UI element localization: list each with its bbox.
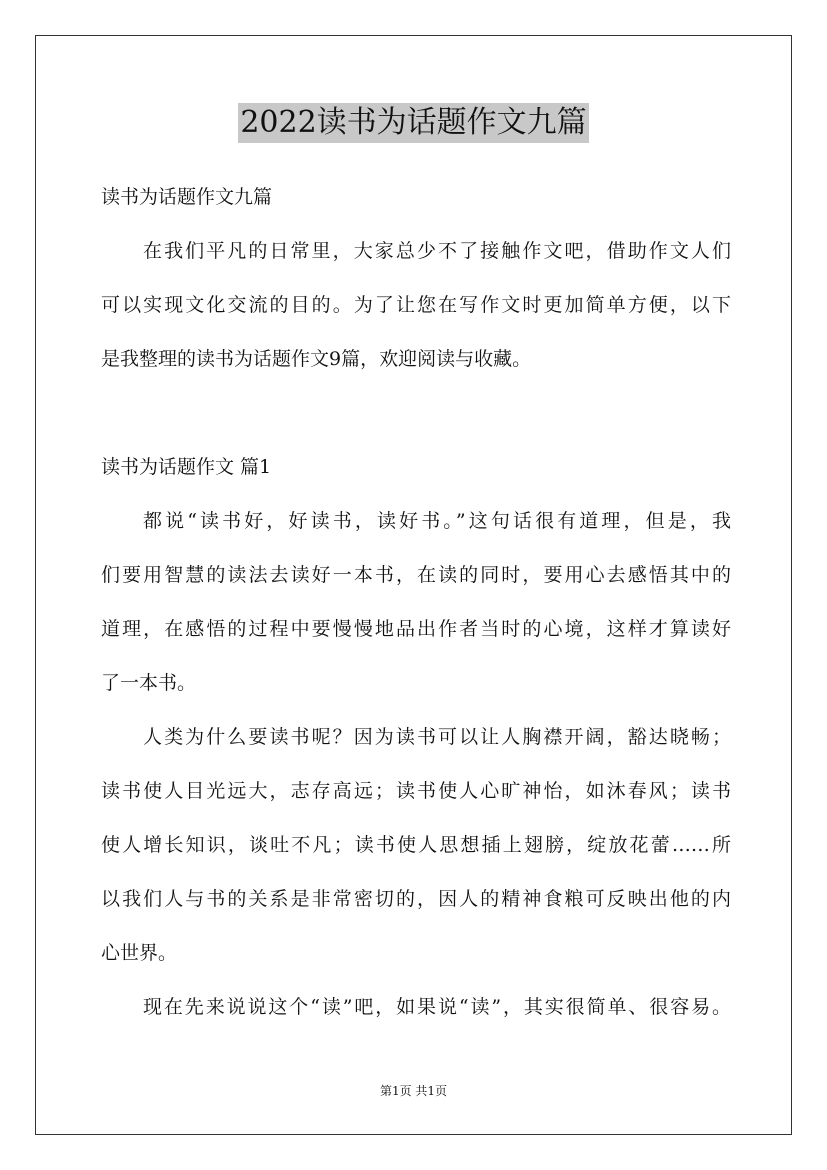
- text-line: 们要用智慧的读法去读好一本书，在读的同时，要用心去感悟其中的: [101, 564, 731, 586]
- title-container: [0, 103, 827, 143]
- text-line: 使人增长知识，谈吐不凡；读书使人思想插上翅膀，绽放花蕾……所: [101, 834, 731, 856]
- text-line: 是我整理的读书为话题作文9篇，欢迎阅读与收藏。: [101, 348, 532, 370]
- text-line: 了一本书。: [101, 672, 197, 694]
- text-line: 现在先来说说这个“读”吧，如果说“读”，其实很简单、很容易。: [143, 996, 731, 1018]
- text-line: 读书为话题作文 篇1: [101, 456, 272, 478]
- page-footer: 第1页 共1页: [379, 1084, 448, 1098]
- text-line: 可以实现文化交流的目的。为了让您在写作文时更加简单方便，以下: [101, 294, 731, 316]
- text-line: 心世界。: [101, 942, 178, 964]
- text-line: 都说“读书好，好读书，读好书。”这句话很有道理，但是，我: [143, 510, 731, 532]
- blank-line: [101, 386, 731, 440]
- text-line: 读书使人目光远大，志存高远；读书使人心旷神怡，如沐春风；读书: [101, 780, 731, 802]
- text-line: 人类为什么要读书呢？因为读书可以让人胸襟开阔，豁达晓畅；: [143, 726, 731, 748]
- text-line: 以我们人与书的关系是非常密切的，因人的精神食粮可反映出他的内: [101, 888, 731, 910]
- document-body: [101, 170, 731, 1034]
- document-title: 2022读书为话题作文九篇: [238, 103, 588, 143]
- text-line: 读书为话题作文九篇: [101, 186, 273, 208]
- text-line: 在我们平凡的日常里，大家总少不了接触作文吧，借助作文人们: [143, 240, 731, 262]
- text-line: 道理，在感悟的过程中要慢慢地品出作者当时的心境，这样才算读好: [101, 618, 731, 640]
